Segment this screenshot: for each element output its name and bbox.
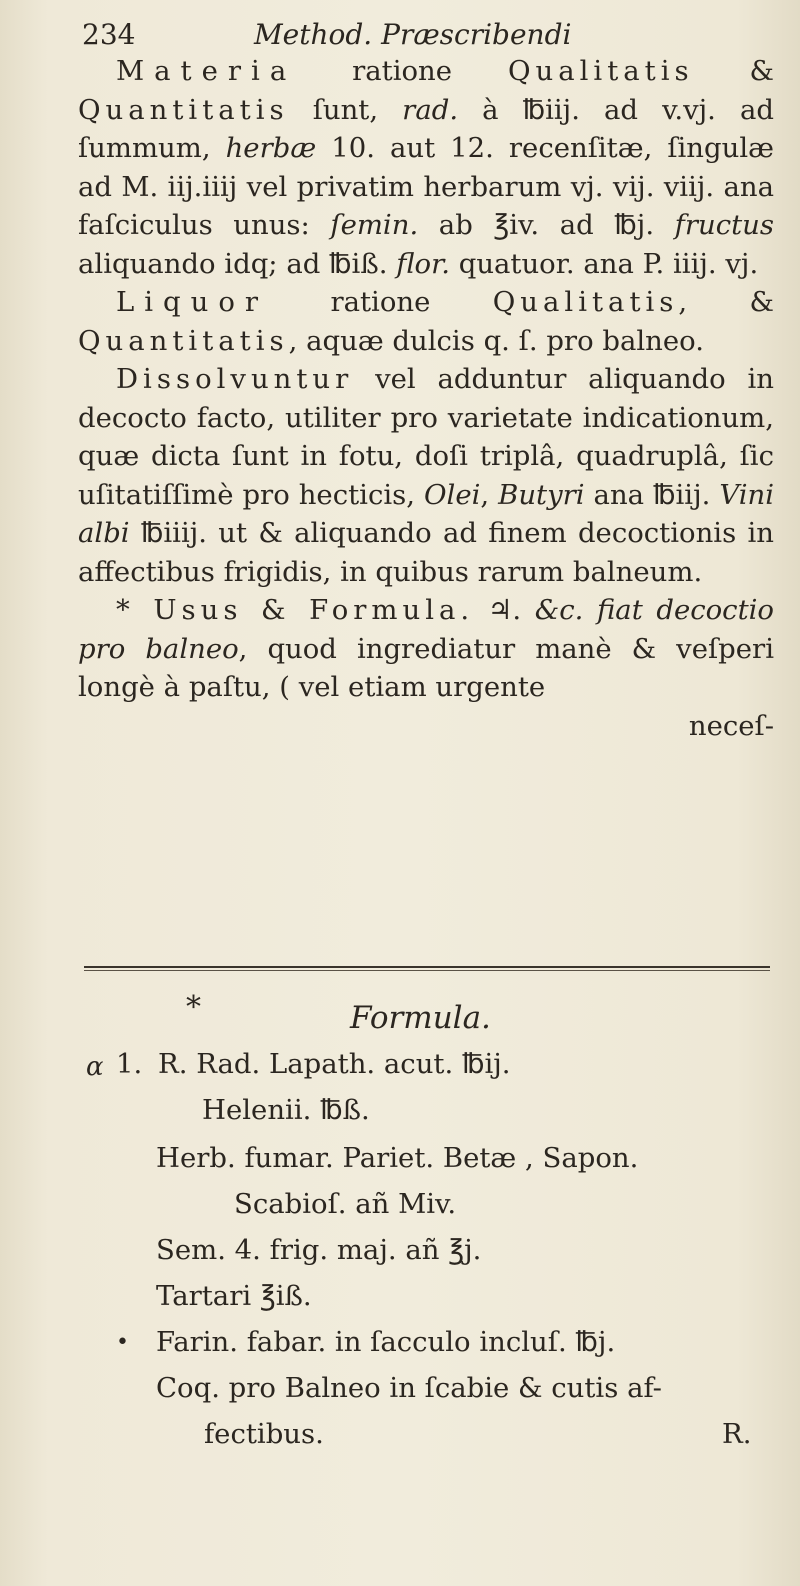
recipe-line: Tartari ℥iß. — [156, 1280, 312, 1312]
main-text — [78, 52, 774, 745]
lead-word-dissolvuntur: Dissolvuntur — [116, 363, 354, 395]
italic-fructus: fructus — [674, 209, 774, 241]
recipe-number: 1. — [116, 1048, 143, 1080]
small-caps-qualitatis: Qualitatis — [507, 55, 694, 87]
text-segment: ratione — [296, 55, 508, 87]
text-segment: , & — [678, 286, 774, 318]
formula-heading — [0, 990, 800, 1040]
italic-olei: Olei — [423, 478, 481, 511]
italic-semin: ſemin. — [330, 209, 419, 241]
jupiter-symbol: ♃. — [474, 594, 535, 626]
italic-fiat-decoctio: &c. fiat decoctio pro balneo — [78, 594, 774, 665]
italic-rad: rad. — [402, 93, 459, 126]
margin-mark: α — [86, 1052, 104, 1082]
recipe-line: Helenii. ℔ß. — [202, 1094, 370, 1126]
paragraph-materia — [78, 52, 774, 283]
text-segment: ſunt, — [288, 93, 403, 126]
text-segment: à ℔iij. ad v.vj. ad ſummum, — [78, 93, 774, 164]
lead-usus-formula: * Usus & Formula. — [116, 594, 475, 626]
asterisk-mark: * — [186, 990, 201, 1025]
recipe-line: Farin. fabar. in ſacculo incluſ. ℔j. — [156, 1326, 616, 1358]
recipe-line: Coq. pro Balneo in ſcabie & cutis af- — [156, 1372, 662, 1404]
section-rule — [84, 966, 770, 968]
italic-butyri: Butyri — [498, 478, 585, 511]
text-segment: ℔iiij. ut & aliquando ad finem decoctionis in affectibus frigidis, in quibus rarum balneum. — [78, 517, 774, 588]
recipe-line: Scabioſ. añ Miv. — [234, 1188, 457, 1220]
italic-flor: flor. — [396, 247, 450, 280]
lead-word-liquor: Liquor — [116, 286, 269, 318]
text-segment: quatuor. ana P. iiij. vj. — [449, 247, 759, 280]
text-segment: , quod ingrediatur manè & veſperi longè à paſtu, ( vel etiam urgente — [78, 632, 774, 703]
text-segment: & — [693, 55, 774, 87]
text-segment: , — [480, 478, 499, 511]
recipe-line: fectibus. — [204, 1418, 324, 1450]
bullet-mark: • — [116, 1330, 129, 1355]
text-segment: aliquando idq; ad ℔iß. — [78, 247, 397, 280]
recipe-line: R. Rad. Lapath. acut. ℔ij. — [158, 1048, 511, 1080]
section-rule-thin — [84, 970, 770, 971]
text-segment: ana ℔iij. — [584, 478, 720, 511]
paragraph-liquor — [78, 283, 774, 360]
paragraph-usus — [78, 591, 774, 745]
catchword: neceſ- — [688, 709, 774, 742]
text-segment: ratione — [268, 286, 493, 318]
lead-word-materia: Materia — [116, 55, 297, 87]
running-title: Method. Præscribendi — [254, 18, 572, 51]
italic-vini-albi: Vini albi — [78, 478, 775, 549]
small-caps-quantitatis: Quantitatis — [78, 324, 289, 357]
page-number: 234 — [82, 18, 136, 51]
text-segment: 10. aut 12. recenſitæ, ſingulæ ad M. iij.iiij vel privatim herbarum vj. vij. viij. ana faſciculus unus: — [78, 132, 774, 241]
text-segment: , aquæ dulcis q. ſ. pro balneo. — [288, 324, 704, 357]
signature-mark: R. — [722, 1418, 752, 1450]
small-caps-quantitatis: Quantitatis — [78, 93, 289, 126]
recipe-line: Sem. 4. frig. maj. añ ℥j. — [156, 1234, 482, 1266]
paragraph-dissolvuntur — [78, 360, 774, 591]
recipe-line: Herb. fumar. Pariet. Betæ , Sapon. — [156, 1142, 639, 1174]
text-segment: vel adduntur aliquando in decocto facto, utiliter pro varietate indicationum, quæ dicta ſunt in fotu, doſi triplâ, quadruplâ, ſic uſitatiſſimè pro hecticis, — [78, 363, 774, 511]
italic-herbae: herbæ — [225, 132, 317, 164]
small-caps-qualitatis: Qualitatis — [492, 286, 679, 318]
text-segment: ab ℥iv. ad ℔j. — [418, 209, 675, 241]
formula-title: Formula. — [350, 1000, 491, 1036]
